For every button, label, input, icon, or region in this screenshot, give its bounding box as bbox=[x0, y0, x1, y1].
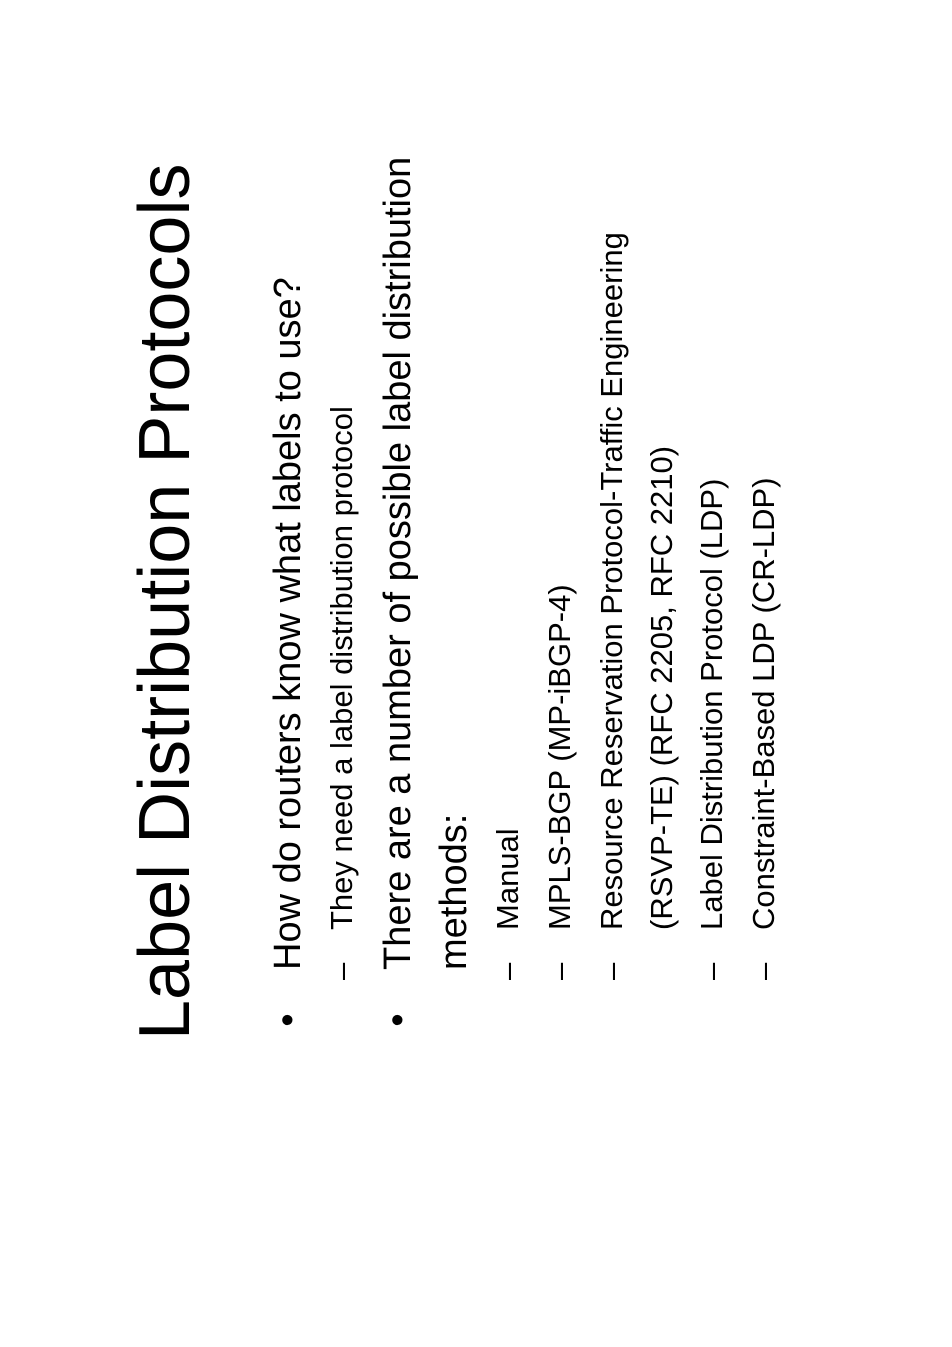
sub-item bbox=[534, 80, 586, 980]
bullet-text-line: methods: bbox=[433, 813, 475, 970]
dash-marker: – bbox=[694, 962, 729, 980]
dash-marker: – bbox=[746, 962, 781, 980]
sub-item-text: Label Distribution Protocol (LDP) bbox=[694, 478, 729, 930]
sub-item-text: They need a label distribution protocol bbox=[324, 406, 359, 930]
sub-item bbox=[482, 80, 534, 980]
sub-list bbox=[482, 80, 790, 980]
bullet-text: How do routers know what labels to use? bbox=[267, 277, 309, 970]
bullet-marker: • bbox=[377, 1013, 419, 1027]
bullet-item bbox=[370, 80, 790, 1040]
sub-list bbox=[316, 80, 368, 980]
slide-title: Label Distribution Protocols bbox=[125, 163, 205, 1040]
dash-marker: – bbox=[324, 962, 359, 980]
sub-item bbox=[738, 80, 790, 980]
bullet-text-line: There are a number of possible label distribution bbox=[377, 156, 419, 970]
bullet-list bbox=[260, 80, 790, 1040]
sub-item-text-line: (RSVP-TE) (RFC 2205, RFC 2210) bbox=[644, 445, 679, 930]
sub-item-text: Constraint-Based LDP (CR-LDP) bbox=[746, 477, 781, 930]
dash-marker: – bbox=[490, 962, 525, 980]
dash-marker: – bbox=[542, 962, 577, 980]
slide bbox=[120, 80, 820, 1040]
sub-item-text: MPLS-BGP (MP-iBGP-4) bbox=[542, 584, 577, 930]
sub-item bbox=[316, 80, 368, 980]
sub-item bbox=[586, 80, 686, 980]
dash-marker: – bbox=[594, 962, 629, 980]
sub-item-text: Manual bbox=[490, 828, 525, 930]
sub-item-text-line: Resource Reservation Protocol-Traffic Engineering bbox=[594, 232, 629, 930]
sub-item bbox=[686, 80, 738, 980]
bullet-item bbox=[260, 80, 368, 1040]
bullet-marker: • bbox=[267, 1013, 309, 1027]
